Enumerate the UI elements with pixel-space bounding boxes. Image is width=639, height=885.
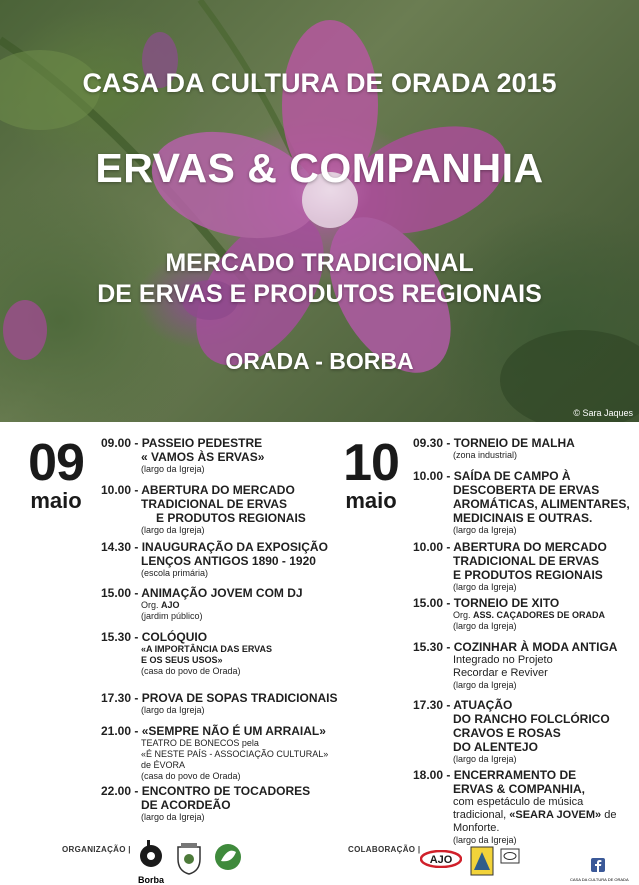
event-title-cont: DE ACORDEÃO xyxy=(141,798,231,812)
hunters-badge-icon xyxy=(470,846,494,876)
event-detail: de ÉVORA xyxy=(141,760,186,770)
hero-photo xyxy=(0,0,639,422)
event-organizer xyxy=(101,600,303,611)
hunters-association-logo xyxy=(470,846,494,881)
event-time-title: 17.30 - PROVA DE SOPAS TRADICIONAIS xyxy=(101,691,338,705)
day1-month: maio xyxy=(30,488,82,513)
day1-event-6 xyxy=(101,691,338,716)
event-detail: TEATRO DE BONECOS pela xyxy=(141,738,259,748)
event-time-title: 14.30 - INAUGURAÇÃO DA EXPOSIÇÃO xyxy=(101,540,328,554)
event-place: (casa do povo de Orada) xyxy=(141,771,241,781)
event-place: (largo da Igreja) xyxy=(453,835,517,845)
event-time-title: 10.00 - ABERTURA DO MERCADO xyxy=(413,540,607,554)
event-title-cont: E OS SEUS USOS» xyxy=(141,655,223,665)
org-name: AJO xyxy=(161,600,180,610)
subtitle-line-2: DE ERVAS E PRODUTOS REGIONAIS xyxy=(97,280,542,308)
event-place: (jardim público) xyxy=(141,611,203,621)
facebook-caption: CASA DA CULTURA DE ORADA xyxy=(570,877,629,882)
facebook-link[interactable] xyxy=(570,858,629,882)
event-place: (zona industrial) xyxy=(453,450,518,460)
day2-event-7 xyxy=(413,768,616,846)
coat-of-arms-icon xyxy=(175,841,203,875)
event-place: (largo da Igreja) xyxy=(453,680,517,690)
day2-event-1 xyxy=(413,436,575,461)
event-title-cont: TRADICIONAL DE ERVAS xyxy=(141,497,288,511)
event-place: (largo da Igreja) xyxy=(453,621,517,631)
event-title-cont: AROMÁTICAS, ALIMENTARES, xyxy=(453,497,630,511)
day1-date xyxy=(22,434,90,513)
event-time-title: 09.00 - PASSEIO PEDESTRE xyxy=(101,436,263,450)
event-detail: «É NESTE PAÍS - ASSOCIAÇÃO CULTURAL» xyxy=(141,749,329,759)
day1-number: 09 xyxy=(28,434,84,492)
day2-month: maio xyxy=(345,488,397,513)
event-place: (largo da Igreja) xyxy=(453,754,517,764)
day1-event-8 xyxy=(101,784,310,823)
band-name: «SEARA JOVEM» xyxy=(509,809,602,821)
event-time-title: 15.00 - TORNEIO DE XITO xyxy=(413,596,560,610)
org-name: ASS. CAÇADORES DE ORADA xyxy=(473,610,606,620)
event-place: (escola primária) xyxy=(141,568,209,578)
event-title-cont: E PRODUTOS REGIONAIS xyxy=(453,568,603,582)
event-detail: Integrado no Projeto xyxy=(453,654,553,666)
event-time-title: 15.30 - COZINHAR À MODA ANTIGA xyxy=(413,640,618,654)
detail-text: de xyxy=(604,809,617,821)
org-label: Org. xyxy=(453,610,471,620)
event-location: ORADA - BORBA xyxy=(225,348,414,374)
day1-event-7 xyxy=(101,724,328,782)
event-title-cont: «A IMPORTÂNCIA DAS ERVAS xyxy=(141,644,273,654)
event-place: (casa do povo de Orada) xyxy=(141,666,241,676)
borba-emblem-icon xyxy=(138,838,164,870)
organization-label: ORGANIZAÇÃO | xyxy=(62,845,131,854)
small-emblem-logo xyxy=(500,848,520,869)
day1-event-1 xyxy=(101,436,264,475)
event-title-cont: DO RANCHO FOLCLÓRICO xyxy=(453,712,610,726)
event-time-title: 10.00 - SAÍDA DE CAMPO À xyxy=(413,469,571,483)
day2-event-5 xyxy=(413,640,617,691)
day2-event-6 xyxy=(413,698,610,765)
collaboration-label-text: COLABORAÇÃO xyxy=(348,845,416,854)
subtitle-line-1: MERCADO TRADICIONAL xyxy=(165,249,474,277)
borba-logo xyxy=(138,838,164,884)
event-time-title: 21.00 - «SEMPRE NÃO É UM ARRAIAL» xyxy=(101,724,326,738)
event-title-cont: E PRODUTOS REGIONAIS xyxy=(156,511,306,525)
event-place: (largo da Igreja) xyxy=(453,582,517,592)
event-time-title: 15.30 - COLÓQUIO xyxy=(101,630,208,644)
event-organizer xyxy=(413,610,605,621)
collaboration-label: COLABORAÇÃO | xyxy=(348,845,421,854)
event-title-cont: LENÇOS ANTIGOS 1890 - 1920 xyxy=(141,554,316,568)
event-title-cont: DO ALENTEJO xyxy=(453,740,538,754)
event-detail xyxy=(413,809,616,822)
event-title-cont: CRAVOS E ROSAS xyxy=(453,726,561,740)
day1-event-3 xyxy=(101,540,328,579)
event-place: (largo da Igreja) xyxy=(141,525,205,535)
ajo-logo xyxy=(420,850,462,873)
day1-event-2 xyxy=(101,483,306,536)
photo-credit: © Sara Jaques xyxy=(573,408,633,418)
event-place: (largo da Igreja) xyxy=(453,525,517,535)
emblem-icon xyxy=(500,848,520,864)
green-leaf-logo xyxy=(214,843,242,876)
leaf-logo-icon xyxy=(214,843,242,871)
facebook-icon[interactable] xyxy=(591,858,605,872)
day1-event-5 xyxy=(101,630,272,677)
event-time-title: 09.30 - TORNEIO DE MALHA xyxy=(413,436,575,450)
day2-date xyxy=(336,434,406,513)
event-title-cont: TRADICIONAL DE ERVAS xyxy=(453,554,600,568)
event-detail: Monforte. xyxy=(453,822,500,834)
event-place: (largo da Igreja) xyxy=(141,705,205,715)
event-detail: Recordar e Reviver xyxy=(453,667,548,679)
event-time-title: 18.00 - ENCERRAMENTO DE xyxy=(413,768,577,782)
parish-coat-of-arms xyxy=(175,841,203,880)
event-time-title: 10.00 - ABERTURA DO MERCADO xyxy=(101,483,295,497)
detail-text: tradicional, xyxy=(453,809,507,821)
day2-event-3 xyxy=(413,540,607,593)
event-title-cont: « VAMOS ÀS ERVAS» xyxy=(141,450,265,464)
org-label: Org. xyxy=(141,600,159,610)
event-subtitle xyxy=(0,248,639,310)
event-place: (largo da Igreja) xyxy=(141,812,205,822)
day1-event-4 xyxy=(101,586,303,622)
event-place: (largo da Igreja) xyxy=(141,464,205,474)
event-detail: com espetáculo de música xyxy=(453,796,584,808)
day2-event-4 xyxy=(413,596,605,632)
day2-number: 10 xyxy=(343,434,399,492)
event-title-cont: MEDICINAIS E OUTRAS. xyxy=(453,511,593,525)
ajo-text: AJO xyxy=(429,854,453,866)
event-time-title: 22.00 - ENCONTRO DE TOCADORES xyxy=(101,784,311,798)
event-time-title: 17.30 - ATUAÇÃO xyxy=(413,698,513,712)
organization-label-text: ORGANIZAÇÃO xyxy=(62,845,126,854)
festival-venue-title: CASA DA CULTURA DE ORADA 2015 xyxy=(82,68,557,98)
event-title: ERVAS & COMPANHIA xyxy=(95,145,544,191)
ajo-oval-icon xyxy=(420,850,462,868)
event-time-title: 15.00 - ANIMAÇÃO JOVEM COM DJ xyxy=(101,586,303,600)
event-title-cont: ERVAS & COMPANHIA, xyxy=(453,782,586,796)
day2-event-2 xyxy=(413,469,630,536)
borba-name: Borba xyxy=(138,875,165,885)
event-title-cont: DESCOBERTA DE ERVAS xyxy=(453,483,600,497)
